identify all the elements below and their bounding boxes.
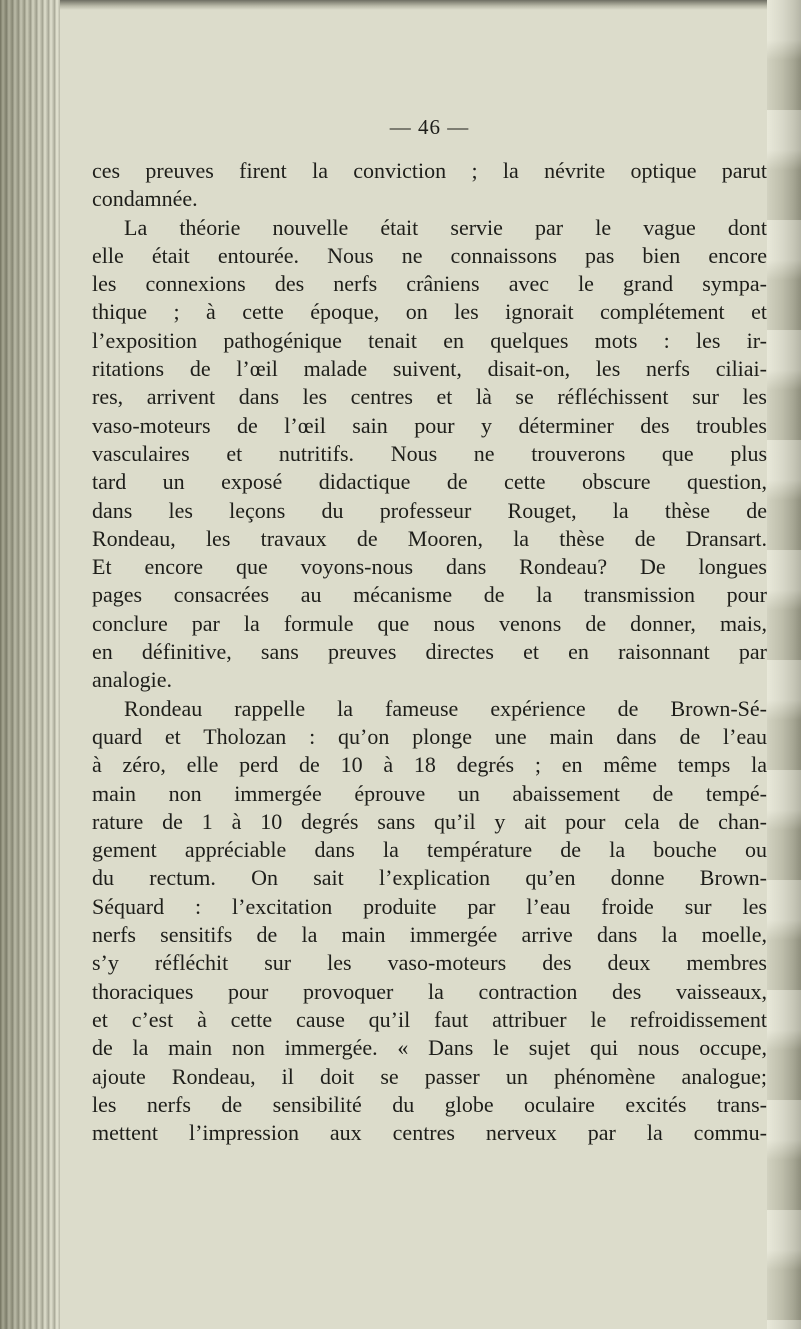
- text-line: en définitive, sans preuves directes et en raisonnant par: [92, 639, 767, 665]
- text-line: thique ; à cette époque, on les ignorait complétement et: [92, 299, 767, 325]
- text-line: ritations de l’œil malade suivent, disait-on, les nerfs ciliai-: [92, 356, 767, 382]
- text-line: s’y réfléchit sur les vaso-moteurs des deux membres: [92, 950, 767, 976]
- text-line: l’exposition pathogénique tenait en quelques mots : les ir-: [92, 327, 767, 353]
- text-line: ajoute Rondeau, il doit se passer un phénomène analogue;: [92, 1063, 767, 1089]
- text-line: du rectum. On sait l’explication qu’en donne Brown-: [92, 865, 767, 891]
- text-line: thoraciques pour provoquer la contraction des vaisseaux,: [92, 978, 767, 1004]
- body-text: [92, 157, 767, 1147]
- text-line: tard un exposé didactique de cette obscure question,: [92, 469, 767, 495]
- text-line: vaso-moteurs de l’œil sain pour y déterminer des troubles: [92, 412, 767, 438]
- text-line: vasculaires et nutritifs. Nous ne trouverons que plus: [92, 440, 767, 466]
- text-line: rature de 1 à 10 degrés sans qu’il y ait pour cela de chan-: [92, 808, 767, 834]
- text-line: La théorie nouvelle était servie par le vague dont: [124, 214, 767, 240]
- text-line: conclure par la formule que nous venons de donner, mais,: [92, 610, 767, 636]
- text-line: analogie.: [92, 667, 173, 693]
- text-line: condamnée.: [92, 186, 198, 212]
- text-line: mettent l’impression aux centres nerveux par la commu-: [92, 1120, 767, 1146]
- text-line: res, arrivent dans les centres et là se réfléchissent sur les: [92, 384, 767, 410]
- text-line: elle était entourée. Nous ne connaissons pas bien encore: [92, 242, 767, 268]
- text-line: gement appréciable dans la température de la bouche ou: [92, 837, 767, 863]
- page-edge-right: [767, 0, 801, 1329]
- page-number: — 46 —: [389, 115, 470, 139]
- text-line: les nerfs de sensibilité du globe oculaire excités trans-: [92, 1091, 767, 1117]
- text-line: à zéro, elle perd de 10 à 18 degrés ; en même temps la: [92, 752, 767, 778]
- text-line: main non immergée éprouve un abaissement de tempé-: [92, 780, 767, 806]
- text-line: Rondeau, les travaux de Mooren, la thèse de Dransart.: [92, 525, 767, 551]
- text-line: ces preuves firent la conviction ; la névrite optique parut: [92, 158, 767, 183]
- text-line: nerfs sensitifs de la main immergée arrive dans la moelle,: [92, 922, 767, 948]
- text-line: pages consacrées au mécanisme de la transmission pour: [92, 582, 767, 608]
- text-line: dans les leçons du professeur Rouget, la thèse de: [92, 497, 767, 523]
- text-line: Séquard : l’excitation produite par l’eau froide sur les: [92, 893, 767, 919]
- scan-top-edge: [0, 0, 801, 10]
- book-binding-left: [0, 0, 60, 1329]
- text-line: et c’est à cette cause qu’il faut attribuer le refroidissement: [92, 1006, 767, 1032]
- text-line: Et encore que voyons-nous dans Rondeau? De longues: [92, 554, 767, 580]
- text-line: de la main non immergée. « Dans le sujet qui nous occupe,: [92, 1035, 767, 1061]
- text-line: les connexions des nerfs crâniens avec le grand sympa-: [92, 271, 767, 297]
- text-line: quard et Tholozan : qu’on plonge une main dans de l’eau: [92, 723, 767, 749]
- text-line: Rondeau rappelle la fameuse expérience de Brown-Sé-: [124, 695, 767, 721]
